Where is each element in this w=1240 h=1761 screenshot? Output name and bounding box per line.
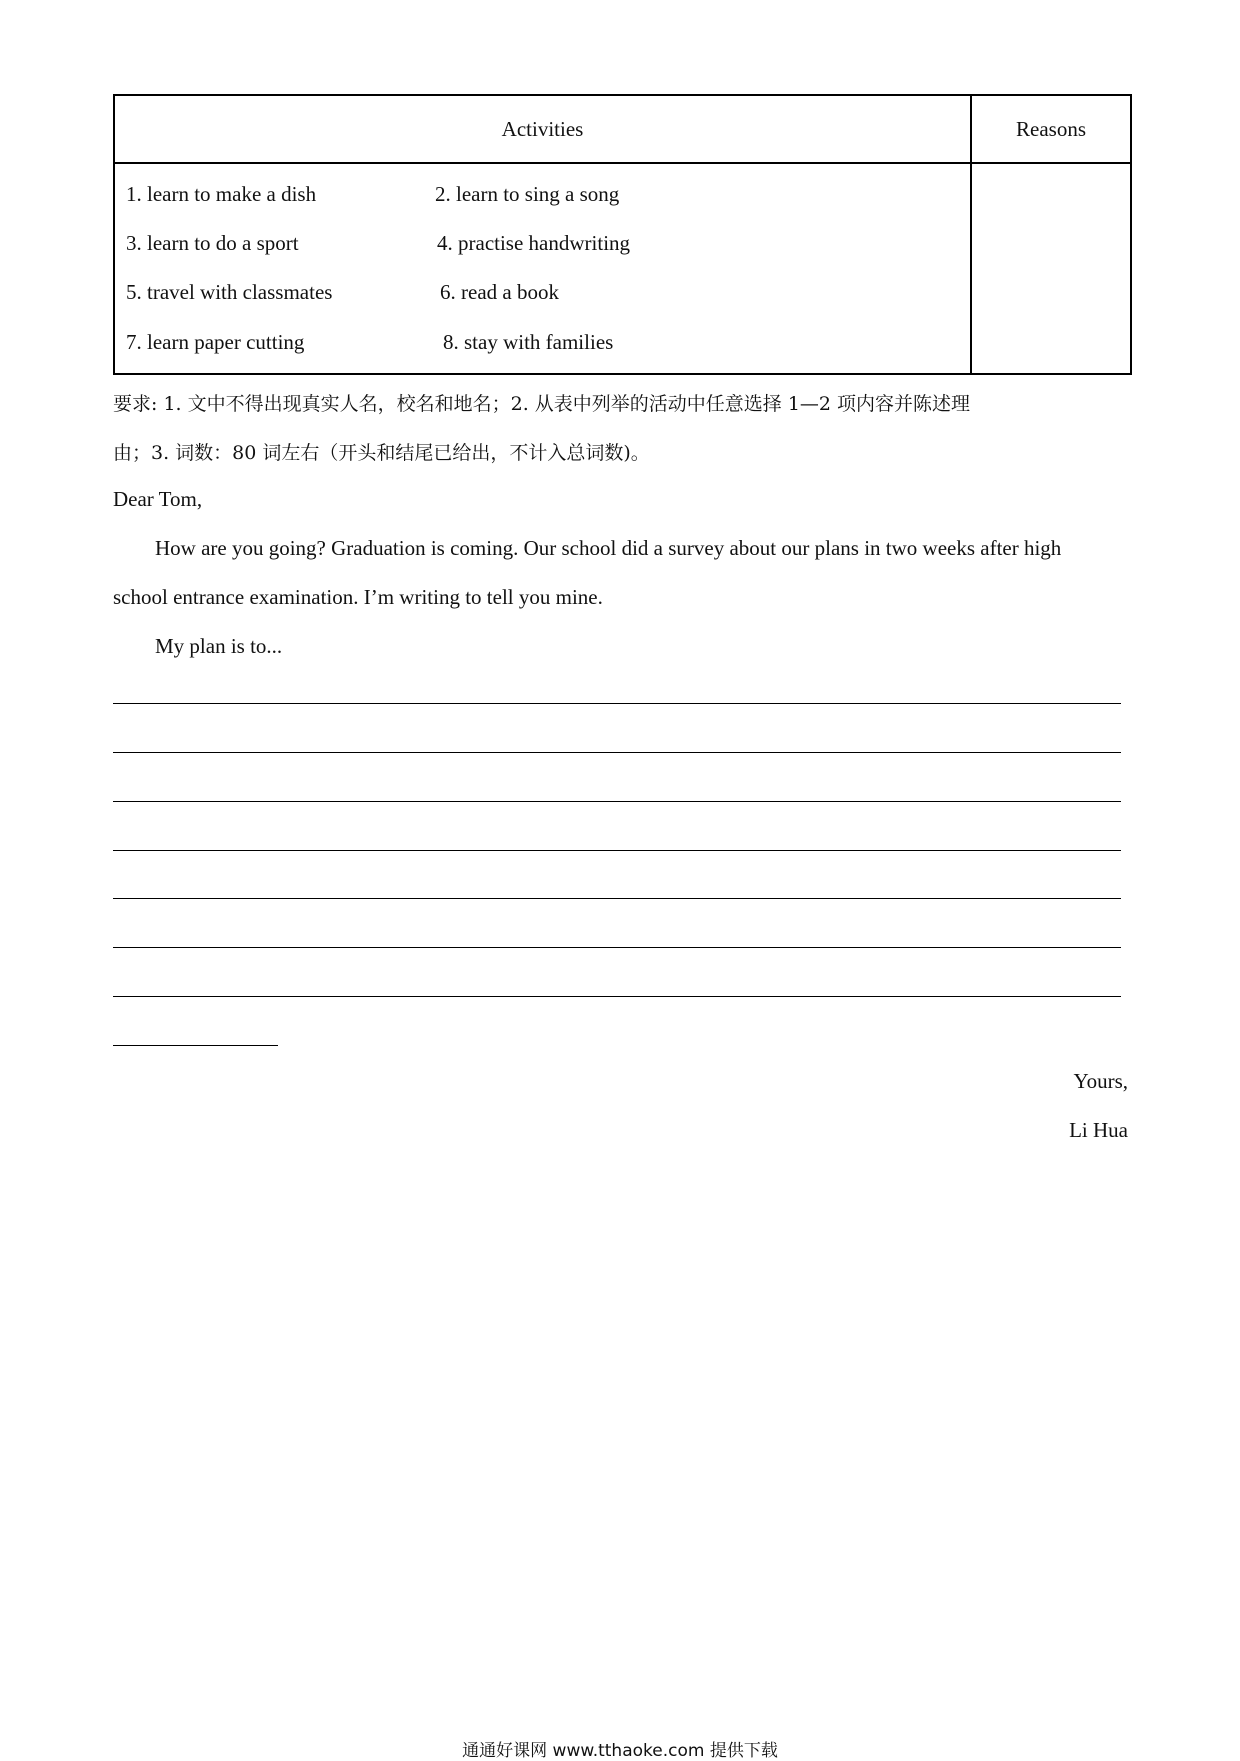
reasons-header: Reasons xyxy=(971,95,1131,163)
activity-item: 8. stay with families xyxy=(443,330,614,354)
writing-line xyxy=(113,947,1121,948)
salutation: Dear Tom, xyxy=(113,487,203,511)
signature: Li Hua xyxy=(1069,1118,1128,1142)
activity-item: 3. learn to do a sport xyxy=(126,231,299,255)
activities-list xyxy=(114,163,971,374)
activity-item: 4. practise handwriting xyxy=(437,231,631,255)
requirements-line-1: 要求: 1. 文中不得出现真实人名，校名和地名；2. 从表中列举的活动中任意选择 1—2 项内容并陈述理 xyxy=(113,393,971,415)
reasons-cell xyxy=(971,163,1131,374)
closing: Yours, xyxy=(1073,1069,1128,1093)
paragraph-1-line-1: How are you going? Graduation is coming. Our school did a survey about our plans in two weeks after high xyxy=(155,536,1062,560)
writing-line xyxy=(113,752,1121,753)
activity-item: 2. learn to sing a song xyxy=(435,182,620,206)
writing-line xyxy=(113,703,1121,704)
paragraph-2: My plan is to... xyxy=(155,634,283,658)
activity-item: 1. learn to make a dish xyxy=(126,182,317,206)
writing-line-short xyxy=(113,1045,278,1046)
requirements-line-2: 由；3. 词数：80 词左右（开头和结尾已给出，不计入总词数)。 xyxy=(113,442,650,464)
page-footer: 通通好课网 www.tthaoke.com 提供下载 xyxy=(462,1741,778,1761)
writing-line xyxy=(113,801,1121,802)
activity-item: 5. travel with classmates xyxy=(126,280,333,304)
writing-line xyxy=(113,898,1121,899)
writing-line xyxy=(113,996,1121,997)
activities-table xyxy=(113,94,1132,375)
activities-header: Activities xyxy=(114,95,971,163)
writing-line xyxy=(113,850,1121,851)
activity-item: 7. learn paper cutting xyxy=(126,330,305,354)
paragraph-1-line-2: school entrance examination. I’m writing to tell you mine. xyxy=(113,585,603,609)
activity-item: 6. read a book xyxy=(440,280,559,304)
